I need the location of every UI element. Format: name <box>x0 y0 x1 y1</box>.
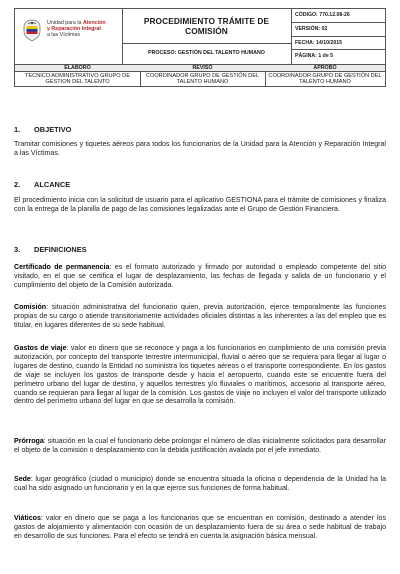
definition-text: : situación en la cual el funcionario debe prolongar el número de días inicialmente solicitados para desarrollar el objeto de la comisión o desplazamiento con la debida justificación avalada por el jefe inmediato. <box>14 438 386 454</box>
section-title: DEFINICIONES <box>34 245 87 254</box>
definition-text: : valor en dinero que se reconoce y paga a los funcionarios en cumplimiento de una comisión previa autorización, por concepto del transporte terrestre intermunicipal, fluvial o aéreo que se requiera para llegar al lugar o lugares de destino, cuando la Entidad no suministra los tiquetes aéreos o el transporte correspondiente. En los gastos de viaje se incluyen los gastos de transporte desde y hacia el aeropuerto, cuando este se encuentre fuera del perímetro urbano del lugar de destino, y aquellos terrestres y/o fluviales o marítimos, accesorio al transporte aéreo, cuando se requieran para llegar al lugar de la comisión. Los gastos de viaje no incluyen el valor del transporte utilizado dentro del perímetro urbano del lugar en que se desarrolla la comisión. <box>14 345 386 406</box>
document-header-table <box>14 8 386 65</box>
definition-text: : situación administrativa del funcionario quien, previa autorización, ejerce temporalmente las funciones propias de su cargo o atiende transitoriamente actividades oficiales distintas a las inherentes a las del empleo que es titular, en lugares diferentes de su sede habitual. <box>14 304 386 329</box>
definition-term: Prórroga <box>14 438 44 445</box>
reviso-label: REVISÓ <box>140 65 265 72</box>
document-page <box>14 8 386 87</box>
elaboro-value: TECNICO ADMINISTRATIVO GRUPO DE GESTION DEL TALENTO <box>25 73 130 86</box>
section-title: OBJETIVO <box>34 125 72 134</box>
definition-sede <box>14 476 386 494</box>
logo-line-1: Unidad para la <box>47 20 83 26</box>
header-process-cell <box>122 44 292 64</box>
colombia-seal-icon <box>21 18 43 42</box>
alcance-text: El procedimiento inicia con la solicitud de usuario para el aplicativo GESTIONA para el trámite de comisiones y finaliza con la entrega de la planilla de pago de las comisiones legalizadas ante el Grupo de Gestión Financiera. <box>14 197 386 213</box>
page-number: PÁGINA: 1 de 5 <box>295 53 334 60</box>
definition-term: Sede <box>14 476 31 483</box>
process-name: PROCESO: GESTIÓN DEL TALENTO HUMANO <box>148 50 265 56</box>
definition-comision <box>14 304 386 331</box>
definition-viaticos <box>14 515 386 542</box>
definition-certificado <box>14 264 386 291</box>
header-logo-cell <box>15 9 123 64</box>
header-title-cell <box>122 9 292 44</box>
aprobo-label: APROBÓ <box>265 65 385 72</box>
elaboro-column <box>15 65 141 86</box>
document-code: CÓDIGO: 770.12.08-26 <box>292 9 385 23</box>
document-version: VERSIÓN: 02 <box>292 23 385 37</box>
section-heading-alcance <box>14 180 70 189</box>
section-number: 3. <box>14 245 21 254</box>
reviso-column <box>140 65 266 86</box>
header-meta-cell <box>292 9 385 64</box>
reviso-value: COORDINADOR GRUPO DE GESTIÓN DEL TALENTO HUMANO <box>145 73 260 86</box>
document-date: FECHA: 14/10/2015 <box>292 37 385 51</box>
section-number: 2. <box>14 180 21 189</box>
definition-term: Certificado de permanencia <box>14 264 110 271</box>
logo-line-1-red: Atención <box>82 20 106 26</box>
definition-text: : valor en dinero que se paga a los funcionarios que se encuentran en comisión, destinado a atender los gastos de alojamiento y alimentación con ocasión de un desplazamiento fuera de su área o sede habitual de trabajo en desarrollo de sus funciones. Para el efecto se tendrá en cuenta la asignación básica mensual. <box>14 515 386 540</box>
definition-text: : lugar geográfico (ciudad o municipio) donde se encuentra situada la oficina o dependencia de la Unidad ha la cual ha sido asignado un funcionario y en la que ejerce sus funciones de forma habitual. <box>14 476 386 492</box>
logo-line-3: a las Víctimas <box>47 32 80 39</box>
approval-table <box>14 65 386 87</box>
aprobo-column <box>265 65 385 86</box>
definition-term: Comisión <box>14 304 47 311</box>
definition-term: Gastos de viaje <box>14 345 67 352</box>
elaboro-label: ELABORÓ <box>15 65 140 72</box>
logo-text <box>47 20 123 39</box>
logo-line-2: y Reparación Integral <box>47 26 101 33</box>
definition-gastos-viaje <box>14 345 386 407</box>
section-heading-objetivo <box>14 125 71 134</box>
aprobo-value: COORDINADOR GRUPO DE GESTIÓN DEL TALENTO HUMANO <box>268 73 382 86</box>
section-heading-definiciones <box>14 245 87 254</box>
objetivo-text: Tramitar comisiones y tiquetes aéreos para todos los funcionarios de la Unidad para la Atención y Reparación Integral a las Víctimas. <box>14 141 386 157</box>
section-title: ALCANCE <box>34 180 71 189</box>
definition-text: : es el formato autorizado y firmado por autoridad o empleado competente del sitio visitado, en el que se certifica el lugar de desplazamiento, las fechas de llegada y salida de un funcionario y el cumplimiento del objeto de la Comisión autorizada. <box>14 264 387 289</box>
document-title: PROCEDIMIENTO TRÁMITE DE COMISIÓN <box>143 16 270 36</box>
section-number: 1. <box>14 125 21 134</box>
definition-prorroga <box>14 438 386 456</box>
definition-term: Viáticos <box>14 515 41 522</box>
